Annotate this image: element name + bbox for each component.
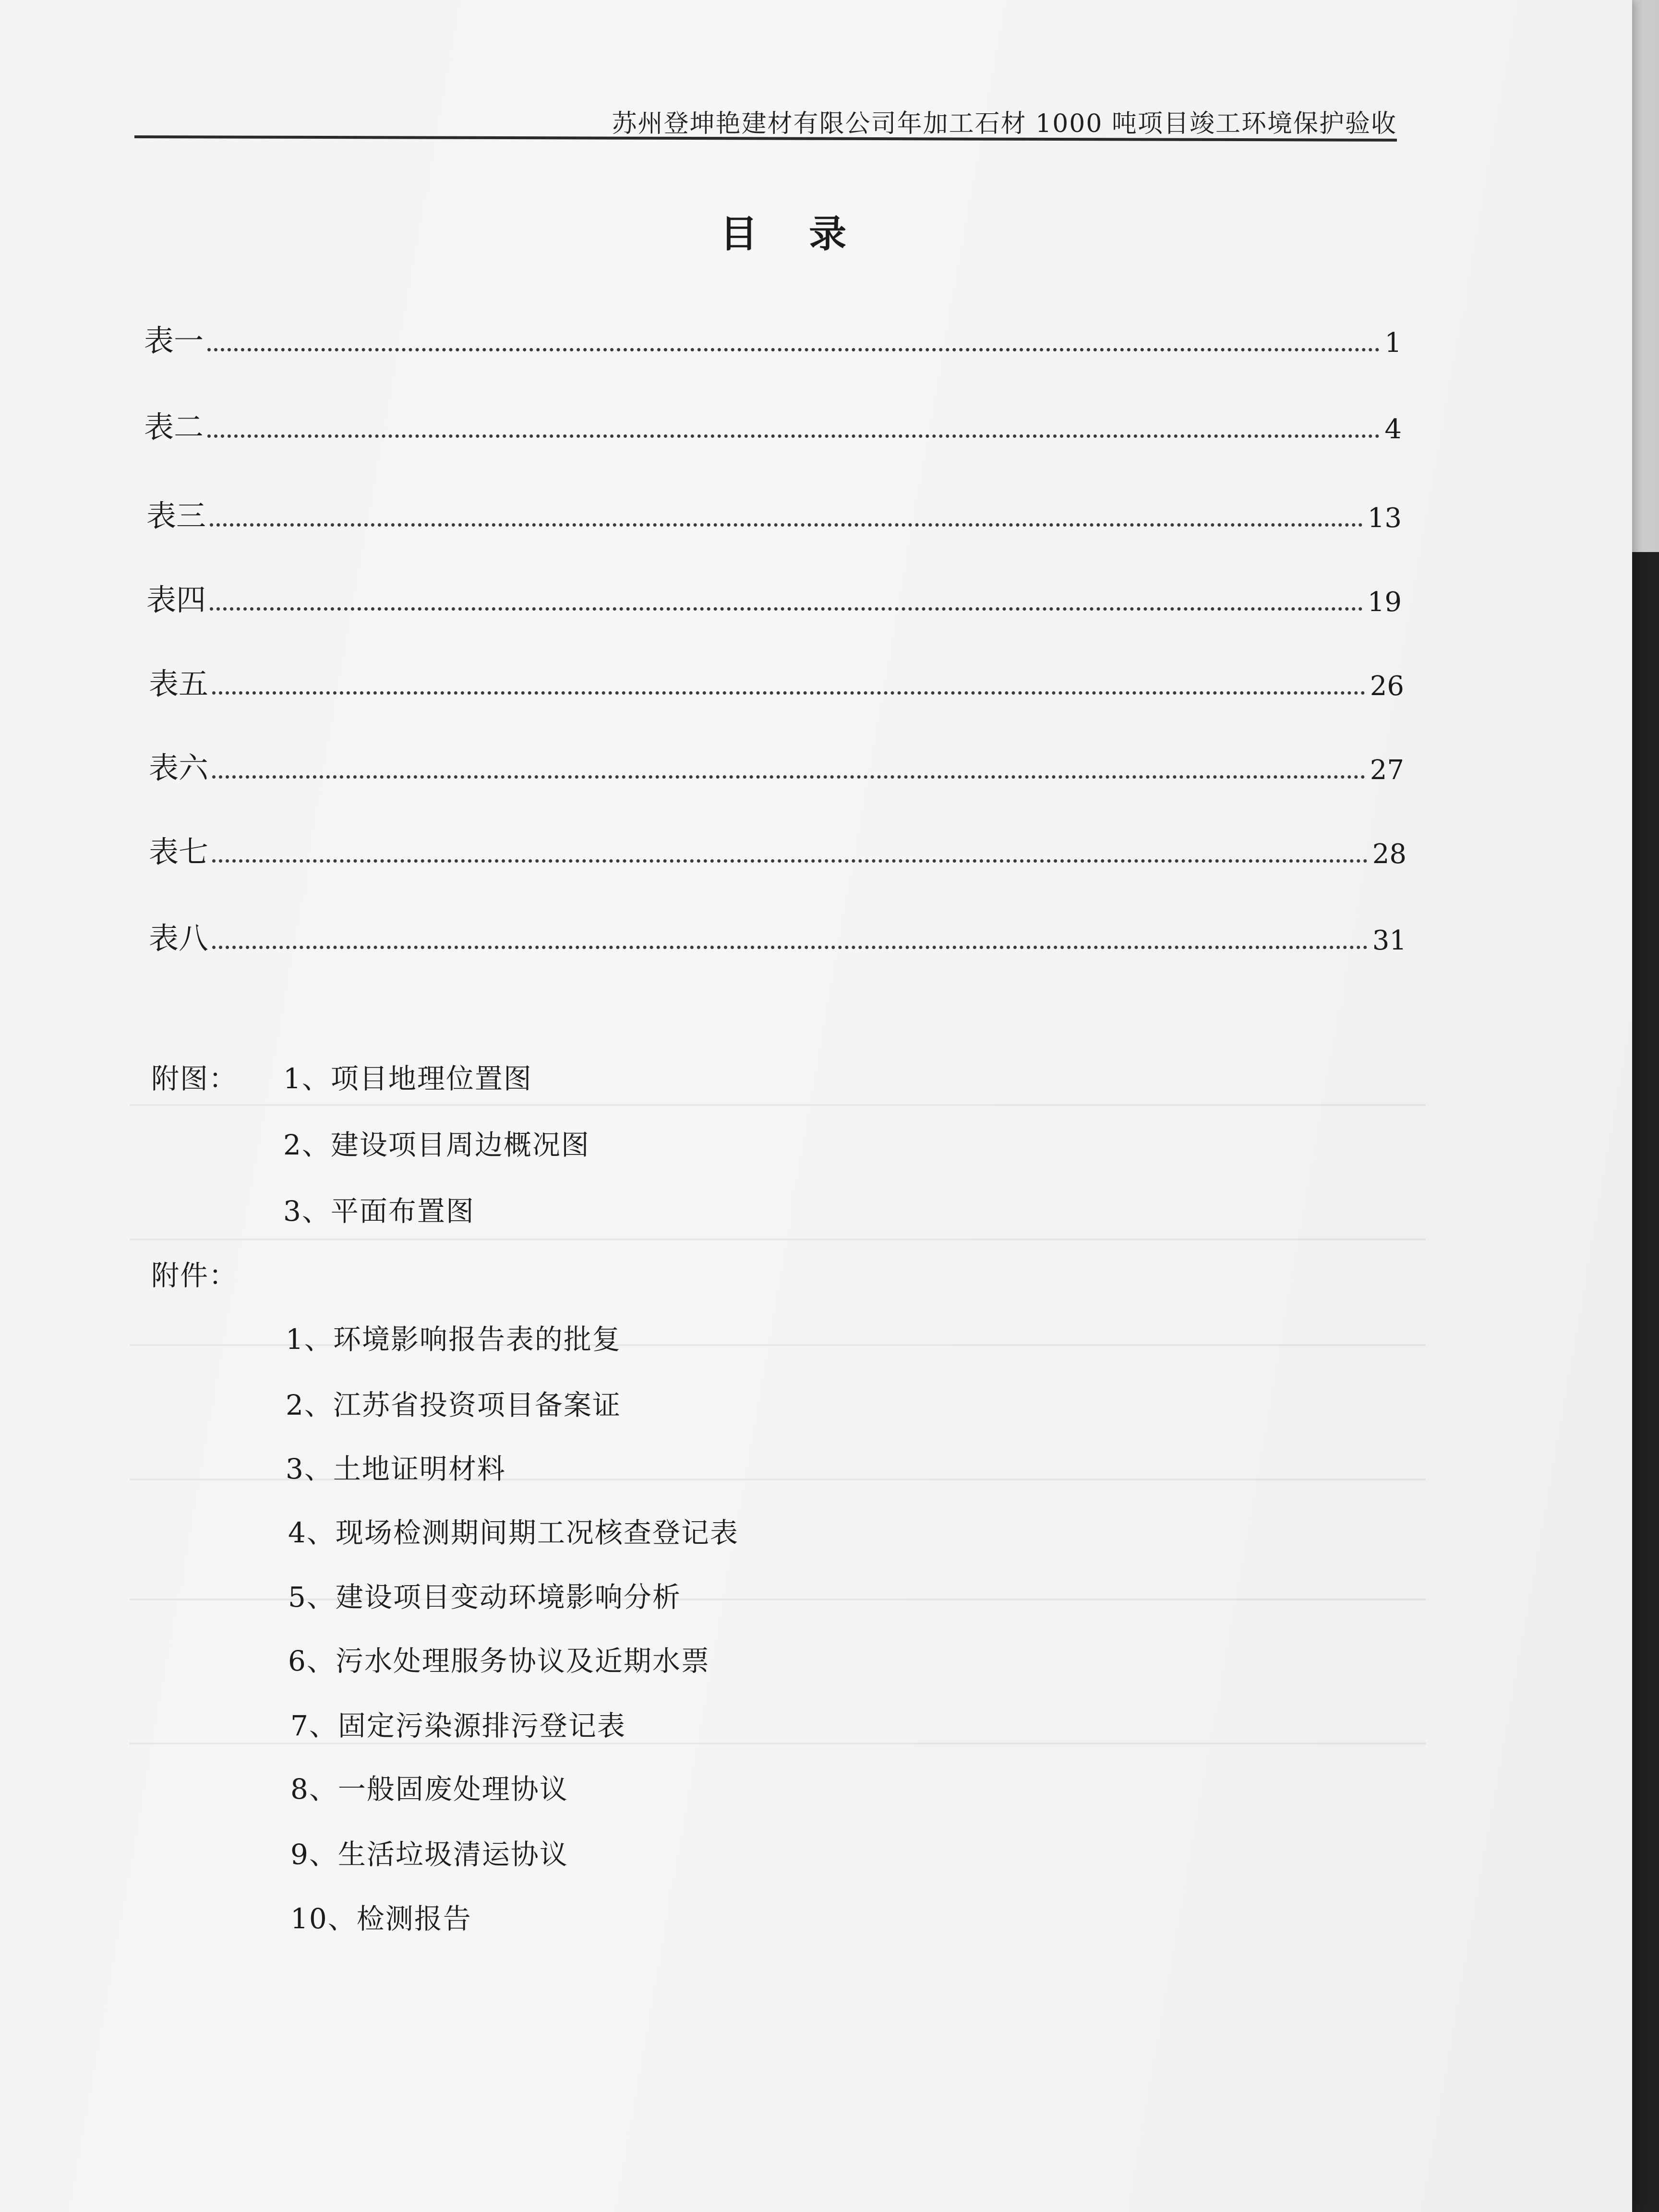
toc-leader <box>212 946 1368 949</box>
toc-leader <box>212 775 1365 779</box>
toc-page-number: 27 <box>1370 755 1404 786</box>
attachment-item[interactable]: 8、一般固废处理协议 <box>290 1773 568 1805</box>
toc-entry[interactable] <box>144 403 1402 446</box>
toc-entry[interactable] <box>144 317 1402 360</box>
toc-entry[interactable] <box>146 576 1402 619</box>
toc-leader <box>210 523 1363 527</box>
toc-label: 表四 <box>146 582 206 617</box>
attachment-item[interactable]: 3、土地证明材料 <box>286 1453 506 1485</box>
toc-page-number: 19 <box>1367 587 1402 618</box>
toc-leader <box>207 434 1380 438</box>
toc-label: 表五 <box>149 666 209 701</box>
toc-label: 表一 <box>144 323 204 358</box>
toc-entry[interactable] <box>149 744 1404 787</box>
attachment-item[interactable]: 5、建设项目变动环境影响分析 <box>288 1581 681 1613</box>
toc-page-number: 28 <box>1372 839 1407 870</box>
figures-label: 附图： <box>151 1062 238 1095</box>
attachment-item[interactable]: 4、现场检测期间期工况核查登记表 <box>288 1516 739 1549</box>
page-title: 目 录 <box>720 213 866 256</box>
figure-item[interactable]: 1、项目地理位置图 <box>283 1062 532 1095</box>
toc-page-number: 13 <box>1367 503 1402 534</box>
figure-item[interactable]: 3、平面布置图 <box>283 1195 475 1227</box>
attachment-item[interactable]: 7、固定污染源排污登记表 <box>290 1709 626 1742</box>
toc-entry[interactable] <box>149 660 1404 703</box>
toc-label: 表二 <box>144 409 204 445</box>
toc-leader <box>207 348 1380 351</box>
toc-label: 表三 <box>146 498 206 533</box>
toc-page-number: 26 <box>1370 671 1404 702</box>
figure-item[interactable]: 2、建设项目周边概况图 <box>283 1129 590 1161</box>
toc-leader <box>212 691 1365 695</box>
toc-entry[interactable] <box>146 492 1402 535</box>
toc-entry[interactable] <box>149 828 1407 871</box>
attachment-item[interactable]: 10、检测报告 <box>290 1902 472 1935</box>
attachment-item[interactable]: 2、江苏省投资项目备案证 <box>286 1389 621 1421</box>
toc-label: 表六 <box>149 750 209 785</box>
toc-page-number: 1 <box>1384 327 1402 359</box>
toc-leader <box>212 859 1368 863</box>
attachment-item[interactable]: 6、污水处理服务协议及近期水票 <box>288 1645 710 1677</box>
toc-page-number: 31 <box>1372 925 1407 956</box>
toc-label: 表七 <box>149 834 209 869</box>
toc-leader <box>210 607 1363 611</box>
running-header: 苏州登坤艳建材有限公司年加工石材 1000 吨项目竣工环境保护验收 <box>612 109 1397 138</box>
attachments-label: 附件： <box>151 1259 238 1292</box>
attachment-item[interactable]: 1、环境影响报告表的批复 <box>286 1323 621 1356</box>
toc-label: 表八 <box>149 921 209 956</box>
attachment-item[interactable]: 9、生活垃圾清运协议 <box>290 1838 568 1871</box>
toc-entry[interactable] <box>149 914 1407 958</box>
toc-page-number: 4 <box>1384 414 1402 445</box>
